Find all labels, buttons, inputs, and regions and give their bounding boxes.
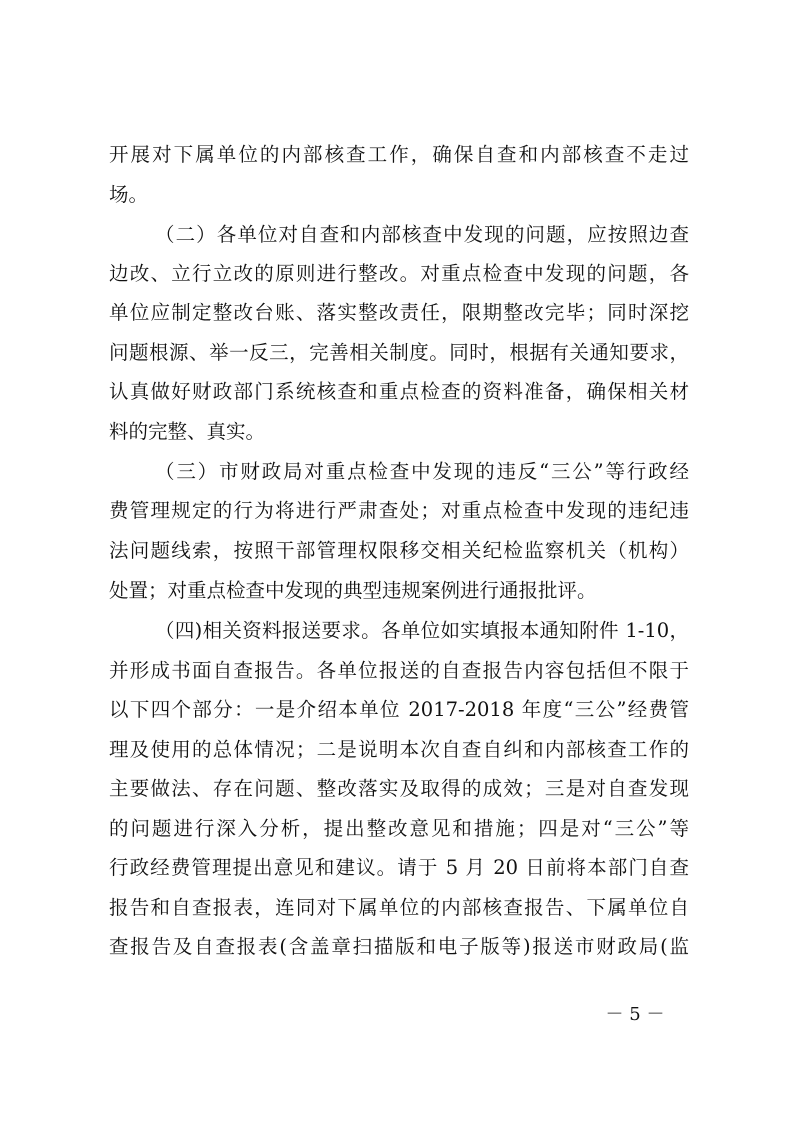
text-line-9: （三）市财政局对重点检查中发现的违反“三公”等行政经 [155,460,689,483]
text-line-17: 主要做法、存在问题、整改落实及取得的成效；三是对自查发现 [109,777,689,800]
page-number: － 5 － [605,1004,665,1025]
text-line-2: 场。 [109,183,149,206]
text-line-1: 开展对下属单位的内部核查工作，确保自查和内部核查不走过 [109,143,689,166]
text-line-19: 行政经费管理提出意见和建议。请于 5 月 20 日前将本部门自查 [109,856,689,879]
text-line-8: 料的完整、真实。 [109,420,266,443]
text-line-20: 报告和自查报表，连同对下属单位的内部核查报告、下属单位自 [109,896,689,919]
text-line-3: （二）各单位对自查和内部核查中发现的问题，应按照边查 [155,223,689,246]
text-line-16: 理及使用的总体情况；二是说明本次自查自纠和内部核查工作的 [109,738,689,761]
text-line-21: 查报告及自查报表(含盖章扫描版和电子版等)报送市财政局(监 [109,935,689,958]
text-line-5: 单位应制定整改台账、落实整改责任，限期整改完毕；同时深挖 [109,301,689,324]
text-line-18: 的问题进行深入分析，提出整改意见和措施；四是对“三公”等 [109,817,689,840]
text-line-12: 处置；对重点检查中发现的典型违规案例进行通报批评。 [109,579,597,602]
text-line-11: 法问题线索，按照干部管理权限移交相关纪检监察机关（机构） [109,539,689,562]
text-line-15: 以下四个部分：一是介绍本单位 2017-2018 年度“三公”经费管 [109,698,689,721]
text-line-10: 费管理规定的行为将进行严肃查处；对重点检查中发现的违纪违 [109,499,689,522]
text-line-14: 并形成书面自查报告。各单位报送的自查报告内容包括但不限于 [109,659,689,682]
text-line-6: 问题根源、举一反三，完善相关制度。同时，根据有关通知要求， [109,341,689,364]
text-line-4: 边改、立行立改的原则进行整改。对重点检查中发现的问题，各 [109,262,689,285]
text-line-7: 认真做好财政部门系统核查和重点检查的资料准备，确保相关材 [109,380,689,403]
text-line-13: （四)相关资料报送要求。各单位如实填报本通知附件 1-10， [155,619,689,642]
